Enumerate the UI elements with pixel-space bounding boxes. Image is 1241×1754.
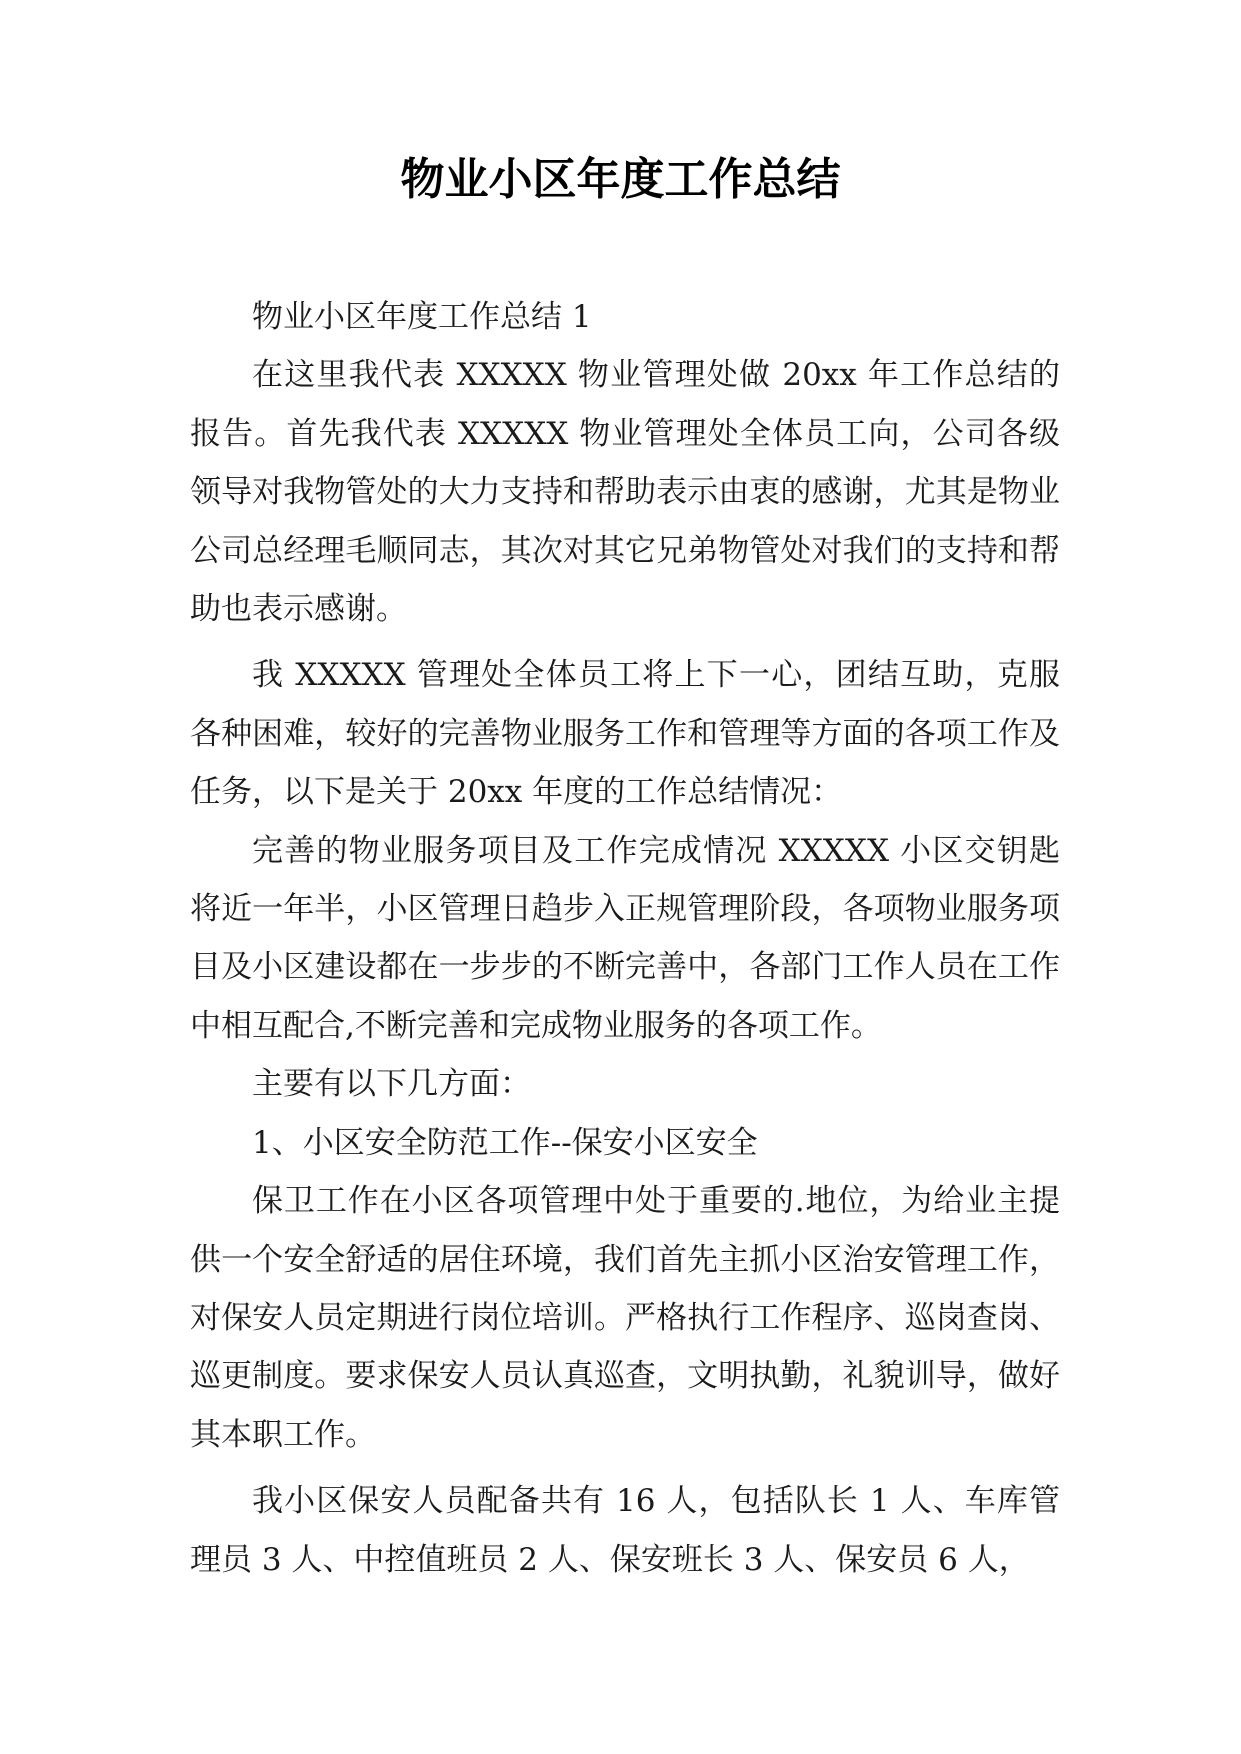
paragraph: 在这里我代表 XXXXX 物业管理处做 20xx 年工作总结的报告。首先我代表 XXXXX 物业管理处全体员工向，公司各级领导对我物管处的大力支持和帮助表示由衷的感谢，尤其是物业公司总经理毛顺同志，其次对其它兄弟物管处对我们的支持和帮助也表示感谢。 — [190, 357, 1060, 628]
document-body — [190, 288, 1060, 1589]
paragraph: 保卫工作在小区各项管理中处于重要的.地位，为给业主提供一个安全舒适的居住环境，我们首先主抓小区治安管理工作，对保安人员定期进行岗位培训。严格执行工作程序、巡岗查岗、巡更制度。要求保安人员认真巡查，文明执勤，礼貌训导，做好其本职工作。 — [190, 1183, 1060, 1453]
paragraph: 主要有以下几方面： — [252, 1066, 531, 1103]
paragraph: 我小区保安人员配备共有 16 人，包括队长 1 人、车库管理员 3 人、中控值班员 2 人、保安班长 3 人、保安员 6 人， — [190, 1483, 1060, 1578]
document-title: 物业小区年度工作总结 — [400, 154, 841, 205]
paragraph: 我 XXXXX 管理处全体员工将上下一心，团结互助，克服各种困难，较好的完善物业服务工作和管理等方面的各项工作及任务，以下是关于 20xx 年度的工作总结情况： — [190, 657, 1060, 811]
section-heading: 物业小区年度工作总结 1 — [252, 299, 592, 335]
subheading: 1、小区安全防范工作--保安小区安全 — [252, 1124, 758, 1161]
paragraph: 完善的物业服务项目及工作完成情况 XXXXX 小区交钥匙将近一年半，小区管理日趋步入正规管理阶段，各项物业服务项目及小区建设都在一步步的不断完善中，各部门工作人员在工作中相互配合,不断完善和完成物业服务的各项工作。 — [190, 832, 1060, 1044]
